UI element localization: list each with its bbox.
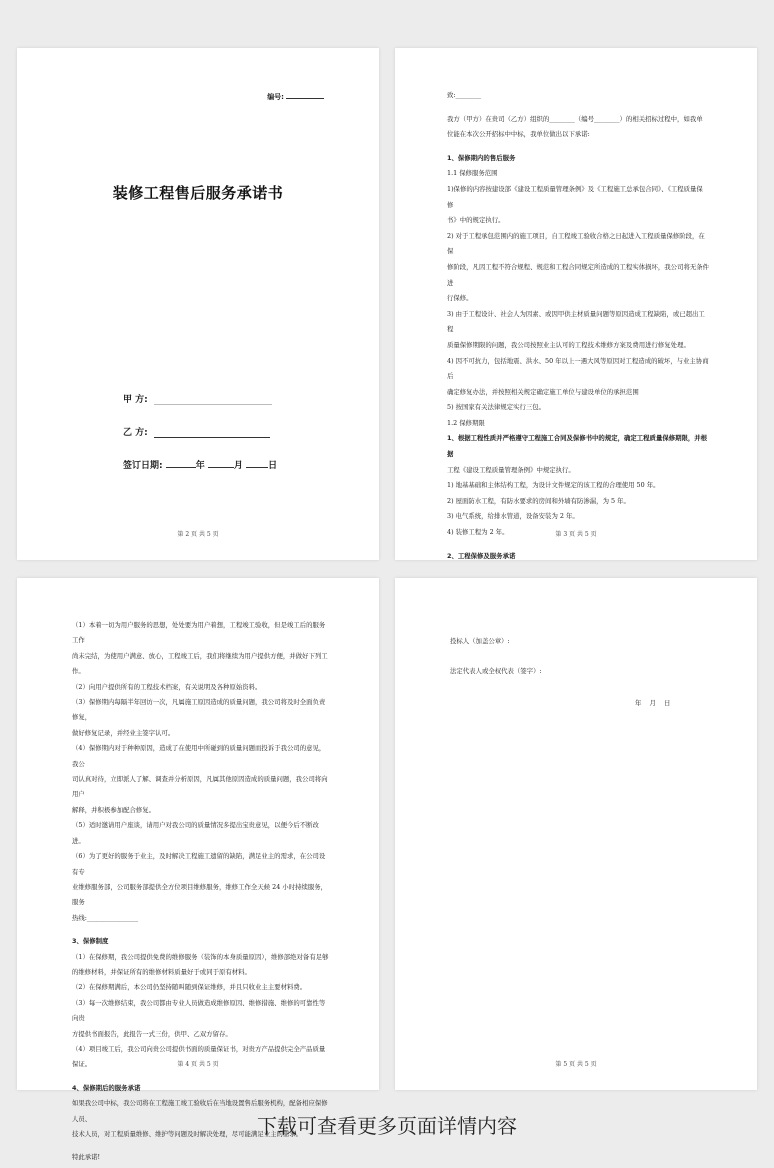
document-title: 装修工程售后服务承诺书 [112, 184, 284, 202]
document-number-label: 编号: [267, 93, 284, 101]
page-body [72, 618, 331, 1166]
text-line: 尚未完结，为使用户满意、放心，工程竣工后，我们将继续为用户提供方便，并做好下列工作。 [72, 651, 328, 676]
text-line: 技术人员，对工程质量维修、维护等问题及时解决处理，尽可能满足业主的需求。 [72, 1130, 303, 1138]
document-number-line [286, 92, 324, 99]
download-caption: 下载可查看更多页面详情内容 [257, 1114, 517, 1138]
date-day-unit: 日 [268, 461, 278, 471]
text-line: 位能在本次公开招标中中标，我单位做出以下承诺: [447, 130, 590, 139]
text-line: 的维修材料，并保证所有的维修材料质量好于或同于原有材料。 [72, 967, 251, 976]
party-a-line [154, 394, 272, 405]
text-line: （2）在保修期满后，本公司仍坚持随叫随到保证维修，并且只收业主主要材料费。 [72, 983, 307, 992]
text-line: 业维修服务部，公司服务部提供全方位项目维修服务，维修工作全天候 24 小时持续服务，服务 [72, 882, 328, 907]
text-line: 司认真对待，立即派人了解、调查并分析原因，凡属其他原因造成的质量问题，我公司将向用户 [72, 775, 328, 799]
text-line: 我方（甲方）在贵司（乙方）组织的________（编号________）的相关招标过程中，如我单 [447, 114, 703, 123]
text-line: 工程《建设工程质量管理条例》中规定执行。 [447, 465, 575, 474]
text-line: 3) 由于工程设计、社会人为因素、或因甲供主材质量问题等原因造成工程缺陷，或已超出工程 [447, 309, 705, 334]
text-line: （1）本着一切为用户服务的思想，处处要为用户着想，工程竣工验收，但是竣工后的服务工作 [72, 621, 326, 645]
date-month-line [208, 458, 234, 468]
text-line [72, 926, 331, 934]
page-footer: 第 2 页 共 5 页 [177, 531, 219, 538]
signing-date [123, 458, 277, 471]
text-line: 3、保修制度 [72, 937, 109, 946]
text-line: （6）为了更好的服务于业主，及时解决工程施工遗留的缺陷，满足业主的需求，在公司设有专 [72, 852, 326, 876]
document-page-commitment [395, 48, 757, 560]
text-line: 1、保修期内的售后服务 [447, 153, 516, 162]
text-line [447, 541, 709, 549]
text-line [72, 1073, 331, 1081]
party-a-label: 甲 方: [123, 395, 148, 405]
text-line: 3) 电气系统，给排水管道，设备安装为 2 年。 [447, 512, 579, 521]
text-line: （5）适时邀请用户座谈，请用户对我公司的质量情况多提出宝贵意见，以便今后不断改 [72, 821, 319, 830]
page-footer: 第 5 页 共 5 页 [555, 1061, 597, 1068]
text-line: 1) 地基基础和主体结构工程，为设计文件规定的该工程的合理使用 50 年。 [447, 481, 660, 490]
text-line: 特此承诺! [72, 1153, 101, 1162]
text-line [447, 143, 709, 151]
party-b-field [123, 425, 270, 438]
text-line: （2）向用户提供所有的工程技术档案，有关说明及各种原始资料。 [72, 682, 262, 691]
date-year-line [166, 458, 196, 468]
bidder-seal-line: 投标人（加盖公章）: [450, 637, 510, 645]
text-line: 2) 对于工程承包范围内的施工项目，自工程竣工验收合格之日起进入工程质量保修阶段，在保 [447, 231, 705, 256]
text-line: 解释，并积极参加配合修复。 [72, 805, 156, 814]
page-body [447, 88, 709, 564]
party-b-label: 乙 方: [123, 428, 148, 438]
text-line: 确定修复办法，并按照相关规定确定施工单位与建设单位的承担范围 [447, 387, 639, 396]
document-page-cover [17, 48, 379, 560]
text-line: 1.1 保修服务范围 [447, 169, 498, 178]
text-line: （3）每一次维修结束，我公司都由专业人员做造成维修原因、维修措施、维修的可靠性等向贵 [72, 998, 326, 1023]
text-line: （4）项目竣工后，我公司向贵公司提供书面的质量保证书，对贵方产品提供完全产品质量保证。 [72, 1044, 326, 1069]
page-footer: 第 3 页 共 5 页 [555, 531, 597, 538]
text-line: 行保修。 [447, 294, 473, 303]
text-line: 2、工程保修及服务承诺 [447, 551, 516, 560]
party-a-field [123, 392, 272, 405]
text-line: 4) 装修工程为 2 年。 [447, 528, 509, 537]
text-line: （4）保修期内对于种种原因，造成了在使用中所碰到的质量问题而投诉于我公司的意见，我公 [72, 744, 326, 768]
date-year-unit: 年 [195, 461, 205, 471]
text-line: 1、根据工程性质并严格遵守工程施工合同及保修书中的规定，确定工程质量保修期限，并根据 [447, 434, 708, 459]
representative-signature-line: 法定代表人或全权代表（签字）: [450, 667, 542, 675]
text-line: 书》中的规定执行。 [447, 216, 505, 225]
text-line: 1.2 保修期限 [447, 418, 485, 427]
party-b-line [154, 427, 270, 438]
text-line [447, 104, 709, 112]
text-line: 热线:________________ [72, 913, 139, 922]
page-footer: 第 4 页 共 5 页 [177, 1061, 219, 1068]
text-line [72, 1142, 331, 1150]
text-line: （3）保修期内每隔半年回访一次，凡属施工原因造成的质量问题，我公司将及时全面负责修复， [72, 698, 326, 722]
text-line: 1)保修的内容按建设部《建设工程质量管理条例》及《工程施工总承包合同》、《工程质量保修 [447, 184, 703, 209]
signing-date-label: 签订日期: [123, 461, 163, 471]
text-line: 如果我公司中标，我公司将在工程施工竣工验收后在当地设置售后服务机构，配备相应保修人员、 [72, 1099, 328, 1123]
text-line: 做好修复记录，并经业主签字认可。 [72, 728, 175, 737]
text-line: 4) 因不可抗力，包括地震、洪水、50 年以上一遇大风等原因对工程造成的破坏，与业主协商后 [447, 356, 709, 381]
text-line: 方提供书面报告，此报告一式三份，供甲、乙双方留存。 [72, 1029, 232, 1038]
document-page-service [17, 578, 379, 1162]
text-line: 2) 屋面防水工程，有防水要求的房间和外墙有防渗漏，为 5 年。 [447, 496, 630, 505]
text-line: 质量保修期限的问题，我公司按照业主认可的工程技术维修方案及费用进行修复处理。 [447, 340, 690, 349]
signature-date: 年 月 日 [635, 699, 671, 707]
document-page-signature [395, 578, 757, 1090]
document-number [267, 92, 324, 102]
text-line: 修阶段，凡因工程不符合规程、规范和工程合同规定所造成的工程实体损坏，我公司将无条件进 [447, 262, 710, 287]
text-line: 5) 按国家有关法律规定实行三包。 [447, 403, 546, 412]
text-line: 4、保修期后的服务承诺 [72, 1083, 141, 1092]
text-line: 进。 [72, 836, 85, 845]
date-day-line [246, 458, 268, 468]
text-line: 致:________ [447, 91, 482, 99]
date-month-unit: 月 [233, 461, 243, 471]
text-line: （1）在保修期，我公司提供免费的维修服务（装饰的本身质量原因），维修部绝对备有足够 [72, 952, 329, 961]
